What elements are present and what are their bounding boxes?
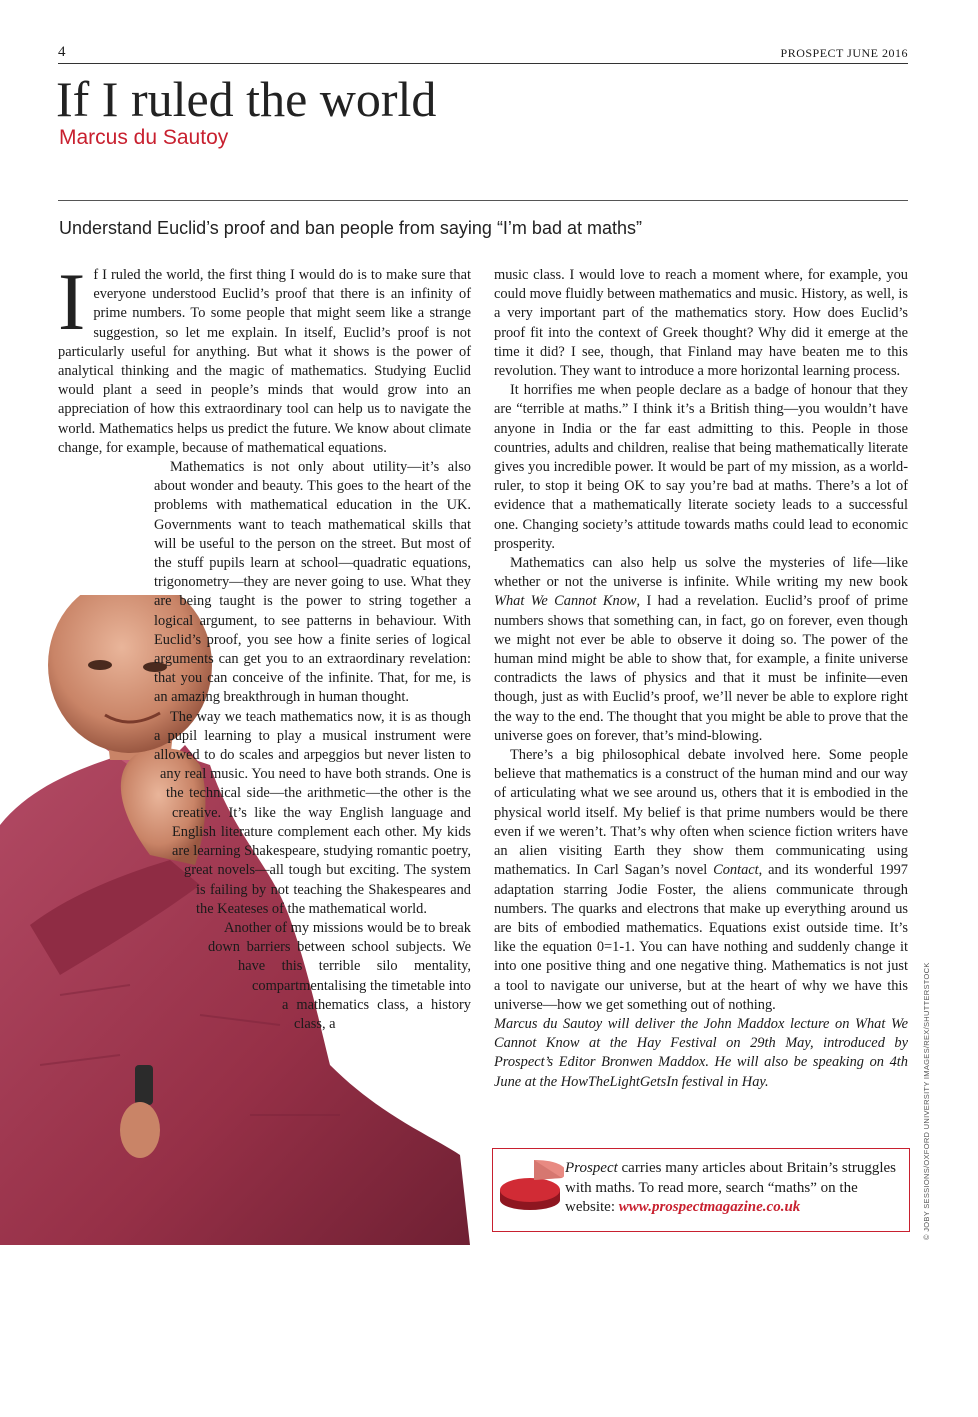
author-byline: Marcus du Sautoy xyxy=(59,126,229,149)
book-title: Contact xyxy=(713,862,759,879)
promo-body: carries many articles about Britain’s struggles with maths. To read more, search “maths” on the website: xyxy=(565,1160,897,1215)
paragraph xyxy=(494,554,908,746)
paragraph: The way we teach mathematics now, it is as though a pupil learning to play a musical instrument were allowed to do scales and arpeggios but never listen to any real music. You need to have both strands. One is the technical side—the arithmetic—the other is the creative. It’s like the way English language and English literature complement each other. My kids are learning Shakespeare, studying romantic poetry, great novels—all tough but exciting. The system is failing by not teaching the Shakespeares and the Keateses of the mathematical world. xyxy=(154,708,471,917)
paragraph xyxy=(494,746,908,1015)
section-rule xyxy=(58,200,908,201)
standfirst: Understand Euclid’s proof and ban people from saying “I’m bad at maths” xyxy=(59,218,642,238)
issue-label: PROSPECT JUNE 2016 xyxy=(780,46,908,60)
promo-box xyxy=(492,1148,910,1232)
promo-brand: Prospect xyxy=(565,1160,618,1176)
promo-text xyxy=(565,1159,905,1218)
page-title: If I ruled the world xyxy=(56,71,437,127)
paragraph: It horrifies me when people declare as a badge of honour that they are “terrible at maths.” I think it’s a British thing—you wouldn’t have anyone in India or the far east admitting to this. People in those countries, adults and children, realise that being mathematically literate gives you incredible power. It would be part of my mission, as a world-ruler, to stop it being OK to say you’re bad at maths. There’s a lot of evidence that a mathematically literate society leads to a successful one. Changing society’s attitude towards maths could lead to economic prosperity. xyxy=(494,382,908,552)
paragraph-text: Mathematics can also help us solve the mysteries of life—like whether or not the universe is infinite. While writing my new book xyxy=(494,555,908,591)
paragraph-text: , I had a revelation. Euclid’s proof of prime numbers shows that something can, in fact, go on forever, even though we might not ever be able to observe it doing so. The power of the human mind might be able to show that, for example, a finite universe contradicts the laws of physics and that it must be infinite—even though, just as with Euclid’s proof, we’ll never be able to explore right the way to the end. The thought that you might be able to prove that the universe goes on forever, that’s mind-blowing. xyxy=(494,593,908,744)
drop-cap: I xyxy=(58,256,86,347)
paragraph-text: , and its wonderful 1997 adaptation starring Jodie Foster, the aliens communicate through numbers. The quarks and electrons that make up everything around us are bits of embodied mathematics. Equations exist outside time. It’s like the equation 0=1-1. You can have nothing and suddenly change it into one positive thing and one negative thing. Mathematics is not just a tool to navigate our universe, but at the heart of why we have this universe—how we get something out of nothing. xyxy=(494,862,908,1013)
paragraph: f I ruled the world, the first thing I would do is to make sure that everyone understood Euclid’s proof that there is an infinity of prime numbers. To some people that might seem like a strange suggestion, so let me explain. In itself, Euclid’s proof is not particularly useful for anything. But what it shows is the power of analytical thinking and the magic of mathematics. Studying Euclid would plant a seed in people’s minds that would grow into an appreciation of how this extraordinary tool can help us to navigate the world. Mathematics helps us predict the future. We know about climate change, for example, because of mathematical equations. xyxy=(58,267,471,456)
book-title: What We Cannot Know xyxy=(494,593,637,610)
paragraph-text: There’s a big philosophical debate involved here. Some people believe that mathematics is a construct of the human mind and our way of articulating what we see around us, others that it is embodied in the physical world itself. My belief is that prime numbers would be there even if we weren’t. That’s why often when science fiction writers have an alien visiting Earth they show them communicating using mathematics. In Carl Sagan’s novel xyxy=(494,747,908,879)
article-column-left xyxy=(58,256,471,1186)
top-rule xyxy=(58,63,908,64)
article-column-right xyxy=(494,266,908,1146)
paragraph: music class. I would love to reach a moment where, for example, you could move fluidly between mathematics and music. History, as well, is a very important part of the mathematics story. How does Euclid’s proof fit into the context of Greek thought? Why did it emerge at the time it did? I see, though, that Finland may have beaten me to this revolution. They want to introduce a more horizontal learning process. xyxy=(494,267,908,380)
paragraph: Mathematics is not only about utility—it’s also about wonder and beauty. This goes to the heart of the problems with mathematical education in the UK. Governments want to teach mathematical skills that will be useful to the person on the street. But most of the stuff pupils learn at school—quadratic equations, trigonometry—they are never going to use. What they are being taught is the power to string together a logical argument, to see patterns in behaviour. With Euclid’s proof, you see how a finite series of logical arguments can get you to an extraordinary revelation: that you can conceive of the infinite. That, for me, is an amazing breakthrough in human thought. xyxy=(154,459,471,706)
photo-credit: © JOBY SESSIONS/OXFORD UNIVERSITY IMAGES/REX/SHUTTERSTOCK xyxy=(922,962,931,1240)
promo-link[interactable]: www.prospectmagazine.co.uk xyxy=(618,1199,801,1215)
author-note: Marcus du Sautoy will deliver the John Maddox lecture on What We Cannot Know at the Hay Festival on 29th May, introduced by Prospect’s Editor Bronwen Maddox. He will also be speaking on 4th June at the HowTheLightGetsIn festival in Hay. xyxy=(494,1015,908,1090)
page-number: 4 xyxy=(58,44,66,60)
pie-chart-icon xyxy=(496,1156,564,1222)
paragraph: Another of my missions would be to break down barriers between school subjects. We have this terrible silo mentality, compartmentalising the timetable into a mathematics class, a history class, a xyxy=(208,919,471,1032)
